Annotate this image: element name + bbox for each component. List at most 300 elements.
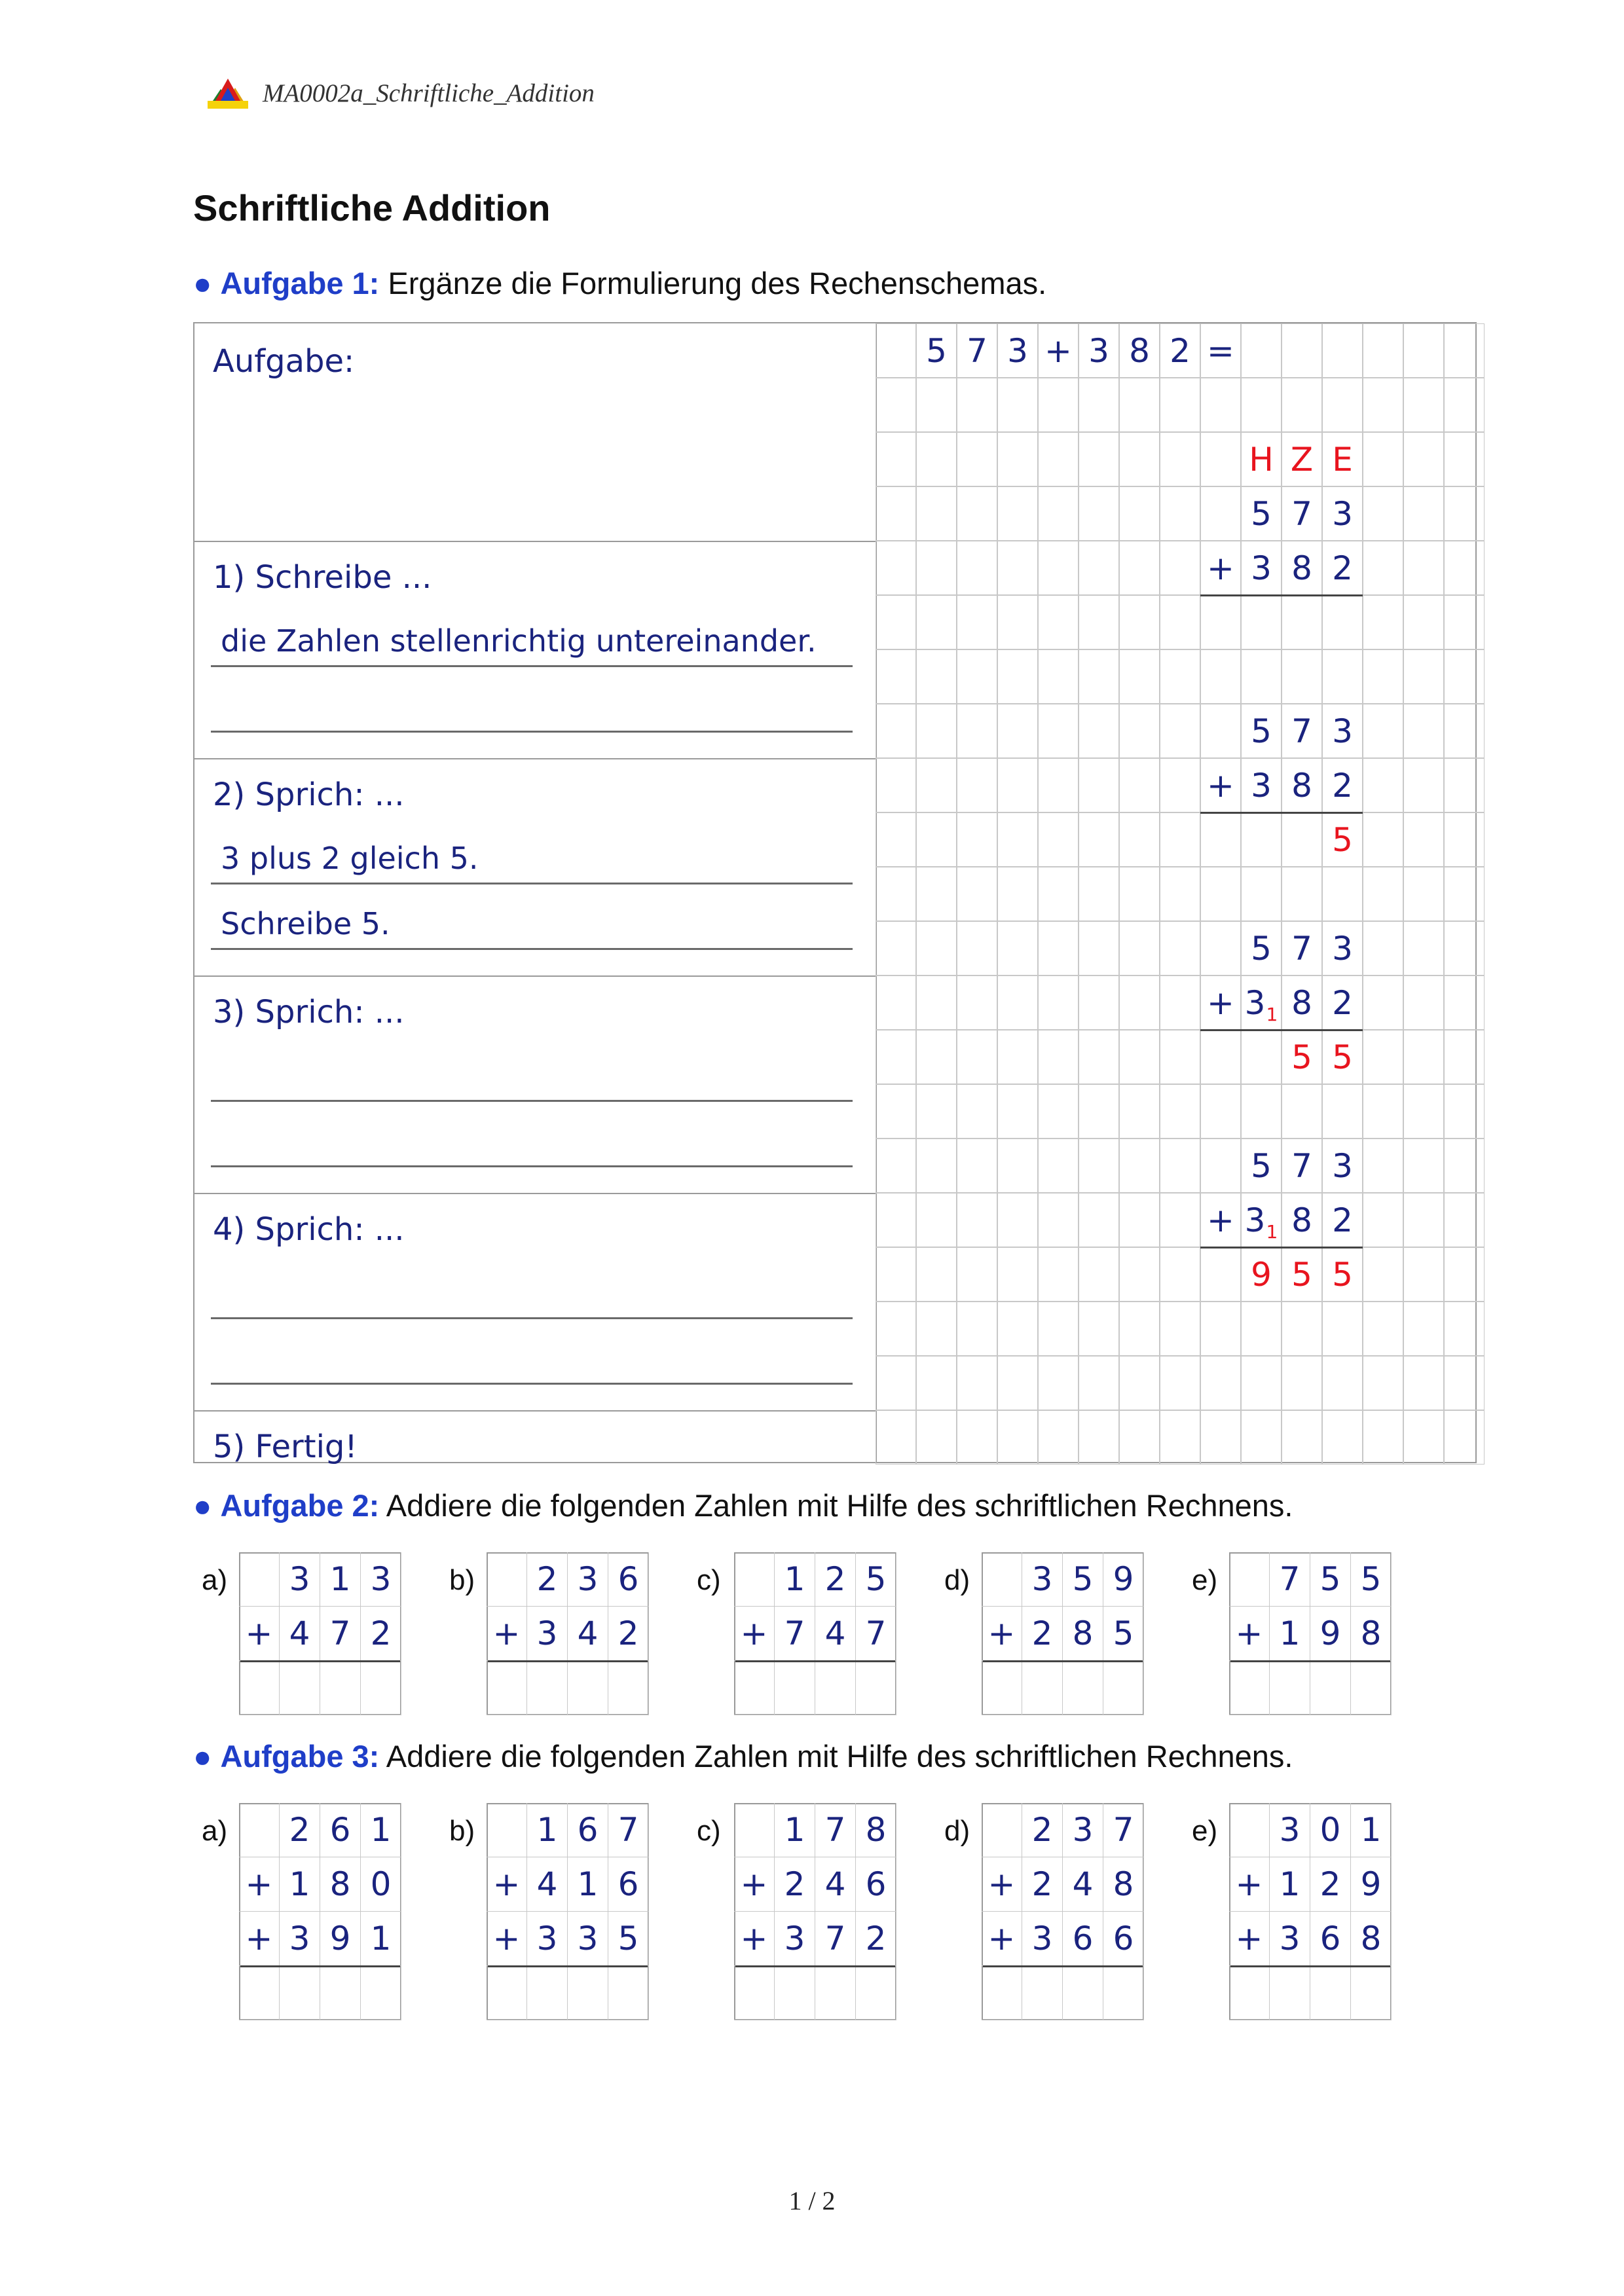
grid-cell <box>1160 1356 1200 1410</box>
answer-cell[interactable] <box>815 1661 856 1715</box>
answer-cell[interactable] <box>320 1661 361 1715</box>
grid-cell <box>1038 1030 1079 1084</box>
grid-cell <box>1322 1247 1363 1302</box>
digit: 7 <box>824 1811 846 1849</box>
grid-cell <box>916 432 957 486</box>
digit: 2 <box>1332 766 1353 805</box>
grid-cell <box>916 1084 957 1139</box>
grid-cell <box>1363 323 1403 378</box>
digit-cell <box>1063 1857 1103 1912</box>
grid-cell <box>957 1193 997 1247</box>
grid-cell <box>1403 432 1444 486</box>
grid-cell <box>1200 758 1241 812</box>
grid-cell <box>876 921 916 975</box>
sum-line <box>240 1660 400 1662</box>
digit: 5 <box>926 331 947 370</box>
grid-cell <box>1200 921 1241 975</box>
grid-cell <box>957 595 997 649</box>
digit: 7 <box>967 331 987 370</box>
problem-label: e) <box>1192 1564 1218 1596</box>
grid-cell <box>1119 1084 1160 1139</box>
answer-cell[interactable] <box>568 1966 608 2020</box>
answer-cell[interactable] <box>280 1661 320 1715</box>
write-line <box>211 948 853 950</box>
grid-cell <box>1200 1356 1241 1410</box>
grid-cell <box>876 704 916 758</box>
grid-cell <box>1282 595 1322 649</box>
grid-cell <box>1322 704 1363 758</box>
grid-cell <box>1363 1247 1403 1302</box>
grid-cell <box>957 758 997 812</box>
digit: 8 <box>1291 549 1312 587</box>
grid-cell <box>1079 1084 1119 1139</box>
digit: + <box>492 1865 521 1903</box>
digit-cell <box>734 1912 775 1966</box>
digit: 4 <box>1072 1865 1094 1903</box>
answer-cell[interactable] <box>1270 1661 1310 1715</box>
grid-cell <box>1079 1193 1119 1247</box>
grid-cell <box>997 1084 1038 1139</box>
grid-cell <box>1241 1030 1282 1084</box>
digit-cell <box>361 1857 401 1912</box>
grid-cell <box>1038 1410 1079 1465</box>
grid-cell <box>1444 867 1485 921</box>
digit-cell <box>608 1607 649 1661</box>
grid-cell <box>1119 704 1160 758</box>
grid-cell <box>1241 486 1282 541</box>
grid-cell <box>1282 1356 1322 1410</box>
grid-cell <box>876 323 916 378</box>
digit-cell <box>527 1552 568 1607</box>
grid-cell <box>916 378 957 432</box>
answer-cell[interactable] <box>1022 1661 1063 1715</box>
grid-cell <box>876 1410 916 1465</box>
sum-line <box>488 1965 648 1967</box>
digit: 6 <box>577 1811 599 1849</box>
digit: 7 <box>1291 494 1312 533</box>
digit: H <box>1249 440 1274 479</box>
digit: + <box>1207 983 1234 1022</box>
digit-cell <box>1063 1912 1103 1966</box>
digit: 2 <box>1332 1201 1353 1239</box>
grid-cell <box>1079 1030 1119 1084</box>
grid-cell <box>1119 1030 1160 1084</box>
grid-cell <box>997 921 1038 975</box>
sum-line <box>1230 1965 1390 1967</box>
grid-cell <box>1444 1410 1485 1465</box>
answer-cell[interactable] <box>1310 1661 1351 1715</box>
digit-cell <box>280 1552 320 1607</box>
answer-cell[interactable] <box>856 1661 896 1715</box>
grid-cell <box>1079 704 1119 758</box>
digit-cell <box>1270 1912 1310 1966</box>
grid-cell <box>916 921 957 975</box>
digit: 2 <box>289 1811 310 1849</box>
digit: + <box>1235 1614 1263 1652</box>
grid-cell <box>1119 323 1160 378</box>
grid-cell <box>1160 1193 1200 1247</box>
digit-cell <box>815 1912 856 1966</box>
digit-cell <box>527 1912 568 1966</box>
grid-cell <box>916 812 957 867</box>
carry-digit: 1 <box>1266 1221 1278 1243</box>
answer-cell[interactable] <box>1103 1661 1144 1715</box>
answer-cell[interactable] <box>361 1661 401 1715</box>
answer-cell[interactable] <box>1022 1966 1063 2020</box>
grid-cell <box>1119 486 1160 541</box>
grid-cell <box>1200 649 1241 704</box>
digit: + <box>1207 549 1234 587</box>
digit: 3 <box>1251 766 1272 805</box>
digit-cell <box>487 1857 527 1912</box>
grid-cell <box>1079 975 1119 1030</box>
digit: 6 <box>618 1865 639 1903</box>
grid-cell <box>1322 649 1363 704</box>
grid-cell <box>1363 921 1403 975</box>
grid-cell <box>997 1356 1038 1410</box>
digit: 2 <box>1031 1614 1053 1652</box>
grid-cell <box>1079 921 1119 975</box>
answer-cell[interactable] <box>527 1661 568 1715</box>
grid-cell <box>1119 1302 1160 1356</box>
digit-cell <box>239 1552 280 1607</box>
grid-cell <box>1200 1247 1241 1302</box>
grid-cell <box>1322 921 1363 975</box>
colorful-triangles-logo-icon <box>206 76 249 110</box>
answer-cell[interactable] <box>775 1966 815 2020</box>
sum-line <box>983 1965 1143 1967</box>
digit: 3 <box>1244 983 1266 1022</box>
digit: 6 <box>329 1811 351 1849</box>
answer-cell[interactable] <box>1063 1966 1103 2020</box>
problem-label: d) <box>944 1815 970 1847</box>
digit: 5 <box>1291 1038 1312 1076</box>
answer-cell[interactable] <box>487 1966 527 2020</box>
grid-cell <box>957 1302 997 1356</box>
grid-cell <box>1119 541 1160 595</box>
task1-name: Aufgabe 1: <box>220 266 380 301</box>
digit: 3 <box>1332 494 1353 533</box>
grid-cell <box>1444 541 1485 595</box>
grid-cell <box>1403 541 1444 595</box>
digit: 5 <box>1113 1614 1134 1652</box>
grid-cell <box>957 867 997 921</box>
digit: 7 <box>784 1614 805 1652</box>
grid-cell <box>1038 378 1079 432</box>
grid-cell <box>1241 541 1282 595</box>
answer-cell[interactable] <box>982 1661 1022 1715</box>
grid-cell <box>1119 921 1160 975</box>
digit: 2 <box>824 1560 846 1598</box>
answer-cell[interactable] <box>608 1661 649 1715</box>
digit: 3 <box>289 1560 310 1598</box>
digit: 9 <box>329 1920 351 1958</box>
answer-cell[interactable] <box>1229 1661 1270 1715</box>
digit: 5 <box>865 1560 887 1598</box>
grid-cell <box>1241 1302 1282 1356</box>
grid-cell <box>1363 541 1403 595</box>
grid-cell <box>876 867 916 921</box>
digit-cell <box>527 1607 568 1661</box>
answer-cell[interactable] <box>1351 1661 1392 1715</box>
grid-cell <box>997 1030 1038 1084</box>
row-label: Aufgabe: <box>213 343 355 380</box>
digit: 8 <box>1360 1920 1382 1958</box>
grid-cell <box>916 1030 957 1084</box>
grid-cell <box>1444 1139 1485 1193</box>
digit: 8 <box>1291 983 1312 1022</box>
grid-cell <box>1363 1084 1403 1139</box>
grid-cell <box>916 1302 957 1356</box>
problem-label: b) <box>449 1815 475 1847</box>
grid-cell <box>1119 1193 1160 1247</box>
digit-cell <box>280 1803 320 1857</box>
grid-cell <box>876 1356 916 1410</box>
digit-cell <box>734 1552 775 1607</box>
digit-cell <box>361 1607 401 1661</box>
page-title: Schriftliche Addition <box>193 187 551 228</box>
digit: 3 <box>1251 549 1272 587</box>
answer-cell[interactable] <box>1063 1661 1103 1715</box>
grid-cell <box>1282 1139 1322 1193</box>
write-line <box>211 1317 853 1319</box>
grid-cell <box>876 1193 916 1247</box>
grid-cell <box>1282 649 1322 704</box>
grid-cell <box>876 649 916 704</box>
digit: 1 <box>1279 1614 1301 1652</box>
answer-cell[interactable] <box>734 1966 775 2020</box>
digit: + <box>740 1920 768 1958</box>
digit-cell <box>568 1607 608 1661</box>
grid-cell <box>957 921 997 975</box>
answer-text: Schreibe 5. <box>221 906 390 941</box>
problem-label: a) <box>202 1815 228 1847</box>
grid-cell <box>1322 758 1363 812</box>
digit-cell <box>1351 1607 1392 1661</box>
answer-cell[interactable] <box>1270 1966 1310 2020</box>
digit-cell <box>487 1803 527 1857</box>
grid-cell <box>1282 323 1322 378</box>
answer-cell[interactable] <box>239 1966 280 2020</box>
answer-cell[interactable] <box>527 1966 568 2020</box>
digit: E <box>1332 440 1353 479</box>
grid-cell <box>876 1247 916 1302</box>
grid-cell <box>1119 432 1160 486</box>
grid-cell <box>1241 378 1282 432</box>
grid-cell <box>1038 1302 1079 1356</box>
grid-cell <box>1403 812 1444 867</box>
addition-grid <box>982 1552 1144 1715</box>
digit: = <box>1207 331 1234 370</box>
answer-cell[interactable] <box>1310 1966 1351 2020</box>
grid-cell <box>1160 812 1200 867</box>
grid-cell <box>876 541 916 595</box>
grid-cell <box>1241 432 1282 486</box>
digit-cell <box>1229 1912 1270 1966</box>
grid-cell <box>1038 486 1079 541</box>
grid-cell <box>1160 867 1200 921</box>
grid-cell <box>1322 1084 1363 1139</box>
sum-line <box>735 1660 895 1662</box>
digit-cell <box>1351 1912 1392 1966</box>
grid-cell <box>1282 1030 1322 1084</box>
grid-cell <box>1200 812 1241 867</box>
answer-cell[interactable] <box>856 1966 896 2020</box>
digit-cell <box>239 1607 280 1661</box>
answer-cell[interactable] <box>608 1966 649 2020</box>
digit-cell <box>1022 1803 1063 1857</box>
answer-cell[interactable] <box>320 1966 361 2020</box>
digit-cell <box>856 1552 896 1607</box>
problem-label: b) <box>449 1564 475 1596</box>
grid-cell <box>876 1139 916 1193</box>
digit: Z <box>1290 440 1314 479</box>
digit: 3 <box>784 1920 805 1958</box>
grid-cell <box>1363 704 1403 758</box>
grid-cell <box>916 649 957 704</box>
grid-cell <box>1160 1302 1200 1356</box>
grid-cell <box>1119 1247 1160 1302</box>
digit: 3 <box>1088 331 1109 370</box>
grid-cell <box>1363 812 1403 867</box>
row-label: 4) Sprich: ... <box>213 1211 405 1248</box>
answer-cell[interactable] <box>734 1661 775 1715</box>
answer-cell[interactable] <box>487 1661 527 1715</box>
digit: 1 <box>1279 1865 1301 1903</box>
grid-cell <box>1363 1193 1403 1247</box>
row-divider <box>194 758 876 759</box>
addition-grid <box>1229 1803 1392 2020</box>
grid-cell <box>1241 1410 1282 1465</box>
answer-cell[interactable] <box>1103 1966 1144 2020</box>
digit-cell <box>775 1912 815 1966</box>
grid-cell <box>1200 1302 1241 1356</box>
digit-cell <box>280 1912 320 1966</box>
grid-cell <box>1160 1410 1200 1465</box>
digit-cell <box>1103 1803 1144 1857</box>
write-line <box>211 1383 853 1385</box>
answer-cell[interactable] <box>280 1966 320 2020</box>
digit: 3 <box>536 1920 558 1958</box>
answer-cell[interactable] <box>1351 1966 1392 2020</box>
digit-cell <box>1063 1803 1103 1857</box>
grid-cell <box>1119 975 1160 1030</box>
grid-cell <box>1079 1247 1119 1302</box>
grid-cell <box>997 975 1038 1030</box>
grid-cell <box>1079 432 1119 486</box>
grid-cell <box>1079 812 1119 867</box>
grid-cell <box>1079 758 1119 812</box>
grid-cell <box>916 758 957 812</box>
row-divider <box>194 1410 876 1412</box>
grid-cell <box>916 1410 957 1465</box>
grid-cell <box>957 975 997 1030</box>
grid-cell <box>876 595 916 649</box>
grid-cell <box>1119 758 1160 812</box>
row-label: 2) Sprich: ... <box>213 776 405 813</box>
digit-cell <box>1270 1607 1310 1661</box>
digit-cell <box>1310 1552 1351 1607</box>
grid-cell <box>1363 486 1403 541</box>
grid-cell <box>1403 1030 1444 1084</box>
digit-cell <box>527 1857 568 1912</box>
grid-cell <box>1444 1302 1485 1356</box>
grid-cell <box>1200 595 1241 649</box>
sum-line <box>240 1965 400 1967</box>
bullet: ● <box>193 1739 212 1774</box>
grid-cell <box>916 1356 957 1410</box>
row-divider <box>194 541 876 542</box>
grid-cell <box>1038 1139 1079 1193</box>
task2-instruction: Addiere die folgenden Zahlen mit Hilfe des schriftlichen Rechnens. <box>386 1488 1293 1523</box>
answer-cell[interactable] <box>361 1966 401 2020</box>
grid-cell <box>1038 758 1079 812</box>
digit: 2 <box>1170 331 1190 370</box>
grid-cell <box>957 1084 997 1139</box>
digit: 5 <box>618 1920 639 1958</box>
digit: 1 <box>1360 1811 1382 1849</box>
digit: + <box>492 1920 521 1958</box>
grid-cell <box>1200 1193 1241 1247</box>
digit: 7 <box>1279 1560 1301 1598</box>
grid-cell <box>1282 1247 1322 1302</box>
grid-cell <box>1160 1139 1200 1193</box>
grid-cell <box>1363 1030 1403 1084</box>
grid-cell <box>1322 432 1363 486</box>
grid-cell <box>1160 595 1200 649</box>
grid-cell <box>876 432 916 486</box>
grid-cell <box>1079 378 1119 432</box>
grid-cell <box>1038 704 1079 758</box>
grid-cell <box>1282 812 1322 867</box>
digit: 3 <box>1332 712 1353 750</box>
grid-cell <box>1241 758 1282 812</box>
grid-cell <box>1160 1247 1200 1302</box>
answer-cell[interactable] <box>568 1661 608 1715</box>
row-label: 3) Sprich: ... <box>213 994 405 1030</box>
task1-heading <box>193 265 1046 301</box>
answer-cell[interactable] <box>982 1966 1022 2020</box>
sum-line <box>983 1660 1143 1662</box>
grid-cell <box>1038 595 1079 649</box>
grid-cell <box>1403 1356 1444 1410</box>
answer-cell[interactable] <box>239 1661 280 1715</box>
task1-instruction: Ergänze die Formulierung des Rechenschemas. <box>388 266 1047 301</box>
grid-cell <box>1200 486 1241 541</box>
grid-cell <box>997 704 1038 758</box>
grid-cell <box>1363 378 1403 432</box>
digit-cell <box>815 1552 856 1607</box>
answer-cell[interactable] <box>775 1661 815 1715</box>
grid-cell <box>916 595 957 649</box>
digit: 5 <box>1320 1560 1341 1598</box>
answer-cell[interactable] <box>815 1966 856 2020</box>
addition-grid <box>734 1803 896 2020</box>
answer-cell[interactable] <box>1229 1966 1270 2020</box>
grid-cell <box>997 812 1038 867</box>
digit-cell <box>320 1803 361 1857</box>
write-line <box>211 1165 853 1167</box>
grid-cell <box>1322 812 1363 867</box>
digit-cell <box>280 1607 320 1661</box>
digit-cell <box>568 1552 608 1607</box>
grid-cell <box>957 486 997 541</box>
digit: 6 <box>1072 1920 1094 1958</box>
digit-cell <box>320 1912 361 1966</box>
grid-cell <box>1403 1193 1444 1247</box>
grid-cell <box>1038 1247 1079 1302</box>
write-line <box>211 731 853 733</box>
